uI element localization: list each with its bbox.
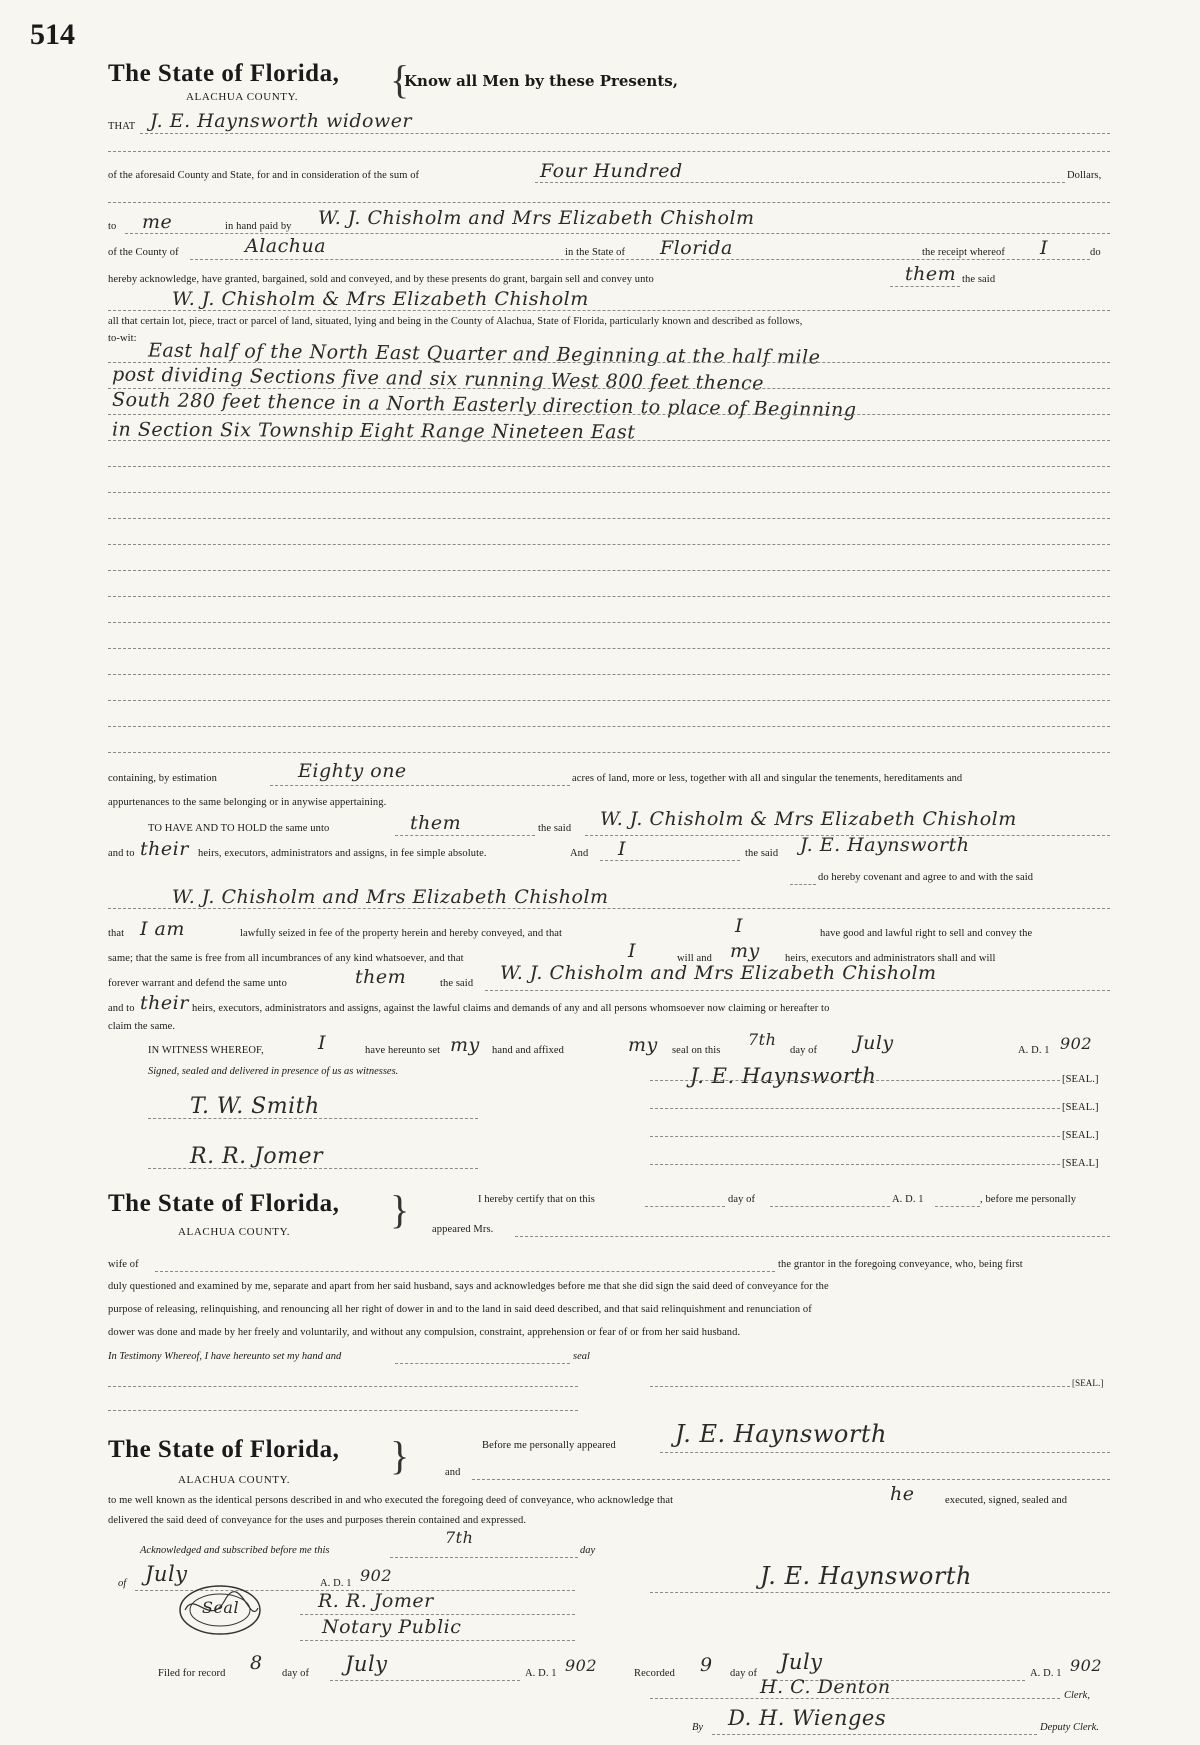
receipt-handwritten: I — [1040, 237, 1049, 259]
forever-text: forever warrant and defend the same unto — [108, 978, 287, 989]
grantor-signature: J. E. Haynsworth — [690, 1064, 877, 1088]
by-label: By — [692, 1722, 704, 1733]
heirs-text: heirs, executors, administrators and assigns, in fee simple absolute. — [198, 848, 487, 859]
and-label: And — [570, 848, 589, 859]
right-text: have good and lawful right to sell and convey the — [820, 928, 1033, 939]
rec-day-handwritten: 9 — [700, 1654, 713, 1676]
ack-ad-label: A. D. 1 — [320, 1578, 352, 1589]
executed-text: executed, signed, sealed and — [945, 1495, 1068, 1506]
seized-text: lawfully seized in fee of the property herein and hereby conveyed, and that — [240, 928, 563, 939]
before-text: Before me personally appeared — [482, 1440, 616, 1451]
ack-county: ALACHUA COUNTY. — [178, 1474, 291, 1486]
and-to-2-handwritten: their — [140, 992, 189, 1014]
description-line-3: South 280 feet thence in a North Easterly direction to place of Beginning — [111, 388, 857, 422]
to-have-label: TO HAVE AND TO HOLD the same unto — [148, 823, 330, 834]
brace-decoration: { — [390, 57, 410, 102]
same-text: same; that the same is free from all incumbrances of any kind whatsoever, and that — [108, 953, 464, 964]
month-handwritten: July — [855, 1032, 894, 1054]
wife-cert-line-2: purpose of releasing, relinquishing, and renouncing all her right of dower in and to the land in said deed described, and that said relinquishment and renunciation of — [108, 1304, 812, 1315]
will-and: will and — [677, 953, 712, 964]
witness-1-signature: T. W. Smith — [190, 1094, 320, 1119]
said-name-handwritten: J. E. Haynsworth — [800, 834, 970, 856]
heirs-exec-text: heirs, executors and administrators shall and will — [785, 953, 996, 964]
certify-text: I hereby certify that on this — [478, 1194, 595, 1205]
the-said-label: the said — [962, 274, 996, 285]
seal-word: seal — [573, 1351, 590, 1362]
testimony-text: In Testimony Whereof, I have hereunto set my hand and — [108, 1351, 342, 1362]
county-handwritten: Alachua — [245, 235, 327, 257]
that-label-2: that — [108, 928, 125, 939]
grantor-handwritten: J. E. Haynsworth widower — [150, 110, 413, 132]
witness-2-signature: R. R. Jomer — [190, 1144, 324, 1169]
and-to-label: and to — [108, 848, 135, 859]
rec-day-of: day of — [730, 1668, 758, 1679]
set-handwritten: my — [450, 1034, 480, 1056]
all-certain-text: all that certain lot, piece, tract or parcel of land, situated, lying and being in the County of Alachua, State of Florida, particularly known and described as follows, — [108, 316, 803, 327]
to-have-said: the said — [538, 823, 572, 834]
paid-by-text: in hand paid by — [225, 221, 292, 232]
ack-day-handwritten: 7th — [445, 1528, 474, 1547]
covenant-names-handwritten: W. J. Chisholm and Mrs Elizabeth Chisholm — [172, 886, 609, 908]
seized-handwritten: I — [735, 915, 744, 937]
delivered-text: delivered the said deed of conveyance for the uses and purposes therein contained and expressed. — [108, 1515, 527, 1526]
filed-day-handwritten: 8 — [250, 1652, 263, 1674]
appeared-handwritten: J. E. Haynsworth — [675, 1420, 887, 1448]
hereby-text: hereby acknowledge, have granted, bargained, sold and conveyed, and by these presents do grant, bargain sell and convey unto — [108, 274, 654, 285]
clerk-label: Clerk, — [1064, 1690, 1090, 1701]
wife-cert-state-title: The State of Florida, — [108, 1190, 340, 1217]
wife-day-of: day of — [728, 1194, 756, 1205]
aforesaid-text: of the aforesaid County and State, for and in consideration of the sum of — [108, 170, 420, 181]
notary-name-handwritten: R. R. Jomer — [318, 1590, 434, 1612]
sum-handwritten: Four Hundred — [540, 160, 683, 182]
description-line-1: East half of the North East Quarter and Beginning at the half mile — [147, 339, 821, 369]
acres-text: acres of land, more or less, together with all and singular the tenements, hereditaments and — [572, 773, 963, 784]
in-witness-label: IN WITNESS WHEREOF, — [148, 1045, 264, 1056]
grantees-handwritten: W. J. Chisholm & Mrs Elizabeth Chisholm — [172, 288, 589, 310]
that-handwritten: I am — [140, 918, 185, 940]
to-label: to — [108, 221, 117, 232]
seal-2: [SEAL.] — [1062, 1102, 1099, 1113]
acres-handwritten: Eighty one — [298, 760, 407, 782]
ack-state-title: The State of Florida, — [108, 1436, 340, 1463]
hand-affixed-label: hand and affixed — [492, 1045, 564, 1056]
rec-ad-label: A. D. 1 — [1030, 1668, 1062, 1679]
ack-year-handwritten: 902 — [360, 1566, 393, 1585]
against-text: heirs, executors, administrators and assigns, against the lawful claims and demands of any and all persons whomsoever now claiming or hereafter to — [192, 1003, 830, 1014]
seal-1: [SEAL.] — [1062, 1074, 1099, 1085]
to-wit-label: to-wit: — [108, 333, 137, 344]
filed-label: Filed for record — [158, 1668, 226, 1679]
to-have-names-handwritten: W. J. Chisholm & Mrs Elizabeth Chisholm — [600, 808, 1017, 830]
unto-handwritten: them — [905, 263, 957, 285]
recorded-label: Recorded — [634, 1668, 676, 1679]
brace-decoration-3: } — [390, 1433, 410, 1478]
signed-sealed-text: Signed, sealed and delivered in presence of us as witnesses. — [148, 1066, 399, 1077]
in-state-label: in the State of — [565, 247, 626, 258]
same-handwritten: I — [628, 940, 637, 962]
ack-subscribed: Acknowledged and subscribed before me this — [140, 1545, 330, 1556]
forever-handwritten: them — [355, 966, 407, 988]
brace-decoration-2: } — [390, 1187, 410, 1232]
said-label: the said — [745, 848, 779, 859]
wife-ad-text: A. D. 1 — [892, 1194, 924, 1205]
wife-cert-line-1: duly questioned and examined by me, separate and apart from her said husband, says and acknowledges before me that she did sign the said deed of conveyance for the — [108, 1281, 829, 1292]
receipt-label: the receipt whereof — [922, 247, 1005, 258]
do-label: do — [1090, 247, 1101, 258]
wife-cert-county: ALACHUA COUNTY. — [178, 1226, 291, 1238]
containing-label: containing, by estimation — [108, 773, 217, 784]
will-handwritten: my — [730, 940, 760, 962]
wife-seal-label: [SEAL.] — [1072, 1378, 1104, 1388]
known-text: to me well known as the identical persons described in and who executed the foregoing deed of conveyance, who acknowledge that — [108, 1495, 674, 1506]
notary-title-handwritten: Notary Public — [322, 1616, 462, 1638]
clerk-handwritten: H. C. Denton — [760, 1676, 891, 1698]
rec-year-handwritten: 902 — [1070, 1656, 1103, 1675]
covenant-text: do hereby covenant and agree to and with the said — [818, 872, 1034, 883]
forever-said: the said — [440, 978, 474, 989]
to-handwritten: me — [142, 211, 173, 233]
dollars-label: Dollars, — [1067, 170, 1102, 181]
appeared-mrs: appeared Mrs. — [432, 1224, 494, 1235]
year-handwritten: 902 — [1060, 1034, 1093, 1053]
affixed-handwritten: my — [628, 1034, 658, 1056]
notary-seal-text: Seal — [202, 1598, 240, 1617]
and-handwritten: I — [618, 838, 627, 860]
paid-by-handwritten: W. J. Chisholm and Mrs Elizabeth Chisholm — [318, 207, 755, 229]
filed-month-handwritten: July — [345, 1652, 388, 1676]
seal-3: [SEAL.] — [1062, 1130, 1099, 1141]
that-label: THAT — [108, 121, 136, 132]
seal-4: [SEA.L] — [1062, 1158, 1099, 1169]
day-handwritten: 7th — [748, 1030, 777, 1049]
witness-handwritten: I — [318, 1032, 327, 1054]
state-handwritten: Florida — [660, 237, 733, 259]
state-title: The State of Florida, — [108, 60, 340, 87]
filed-day-of: day of — [282, 1668, 310, 1679]
to-have-handwritten: them — [410, 812, 462, 834]
before-me-text: , before me personally — [980, 1194, 1077, 1205]
filed-year-handwritten: 902 — [565, 1656, 598, 1675]
county-label: ALACHUA COUNTY. — [186, 91, 299, 103]
page-number: 514 — [30, 18, 75, 51]
wife-of-label: wife of — [108, 1259, 139, 1270]
deputy-label: Deputy Clerk. — [1040, 1722, 1099, 1733]
description-line-4: in Section Six Township Eight Range Nineteen East — [111, 418, 636, 444]
and-to-2-label: and to — [108, 1003, 135, 1014]
ad-label: A. D. 1 — [1018, 1045, 1050, 1056]
claim-text: claim the same. — [108, 1021, 176, 1032]
ack-and-label: and — [445, 1467, 461, 1478]
forever-names-handwritten: W. J. Chisholm and Mrs Elizabeth Chisholm — [500, 962, 937, 984]
of-county-label: of the County of — [108, 247, 179, 258]
ack-day-word: day — [580, 1545, 596, 1556]
know-all-heading: Know all Men by these Presents, — [404, 72, 678, 90]
appurtenances-text: appurtenances to the same belonging or in anywise appertaining. — [108, 797, 387, 808]
known-handwritten: he — [890, 1483, 915, 1505]
wife-cert-line-3: dower was done and made by her freely and voluntarily, and without any compulsion, constraint, apprehension or fear of or from her said husband. — [108, 1327, 741, 1338]
deputy-handwritten: D. H. Wienges — [728, 1706, 887, 1730]
day-of-label: day of — [790, 1045, 818, 1056]
seal-on-label: seal on this — [672, 1045, 721, 1056]
filed-ad-label: A. D. 1 — [525, 1668, 557, 1679]
ack-of-label: of — [118, 1578, 127, 1589]
grantor-text: the grantor in the foregoing conveyance, who, being first — [778, 1259, 1023, 1270]
rec-month-handwritten: July — [780, 1650, 823, 1674]
and-to-handwritten: their — [140, 838, 189, 860]
ack-month-handwritten: July — [145, 1562, 188, 1586]
ack-signature: J. E. Haynsworth — [760, 1562, 972, 1590]
description-line-2: post dividing Sections five and six running West 800 feet thence — [111, 363, 765, 395]
have-set-label: have hereunto set — [365, 1045, 441, 1056]
